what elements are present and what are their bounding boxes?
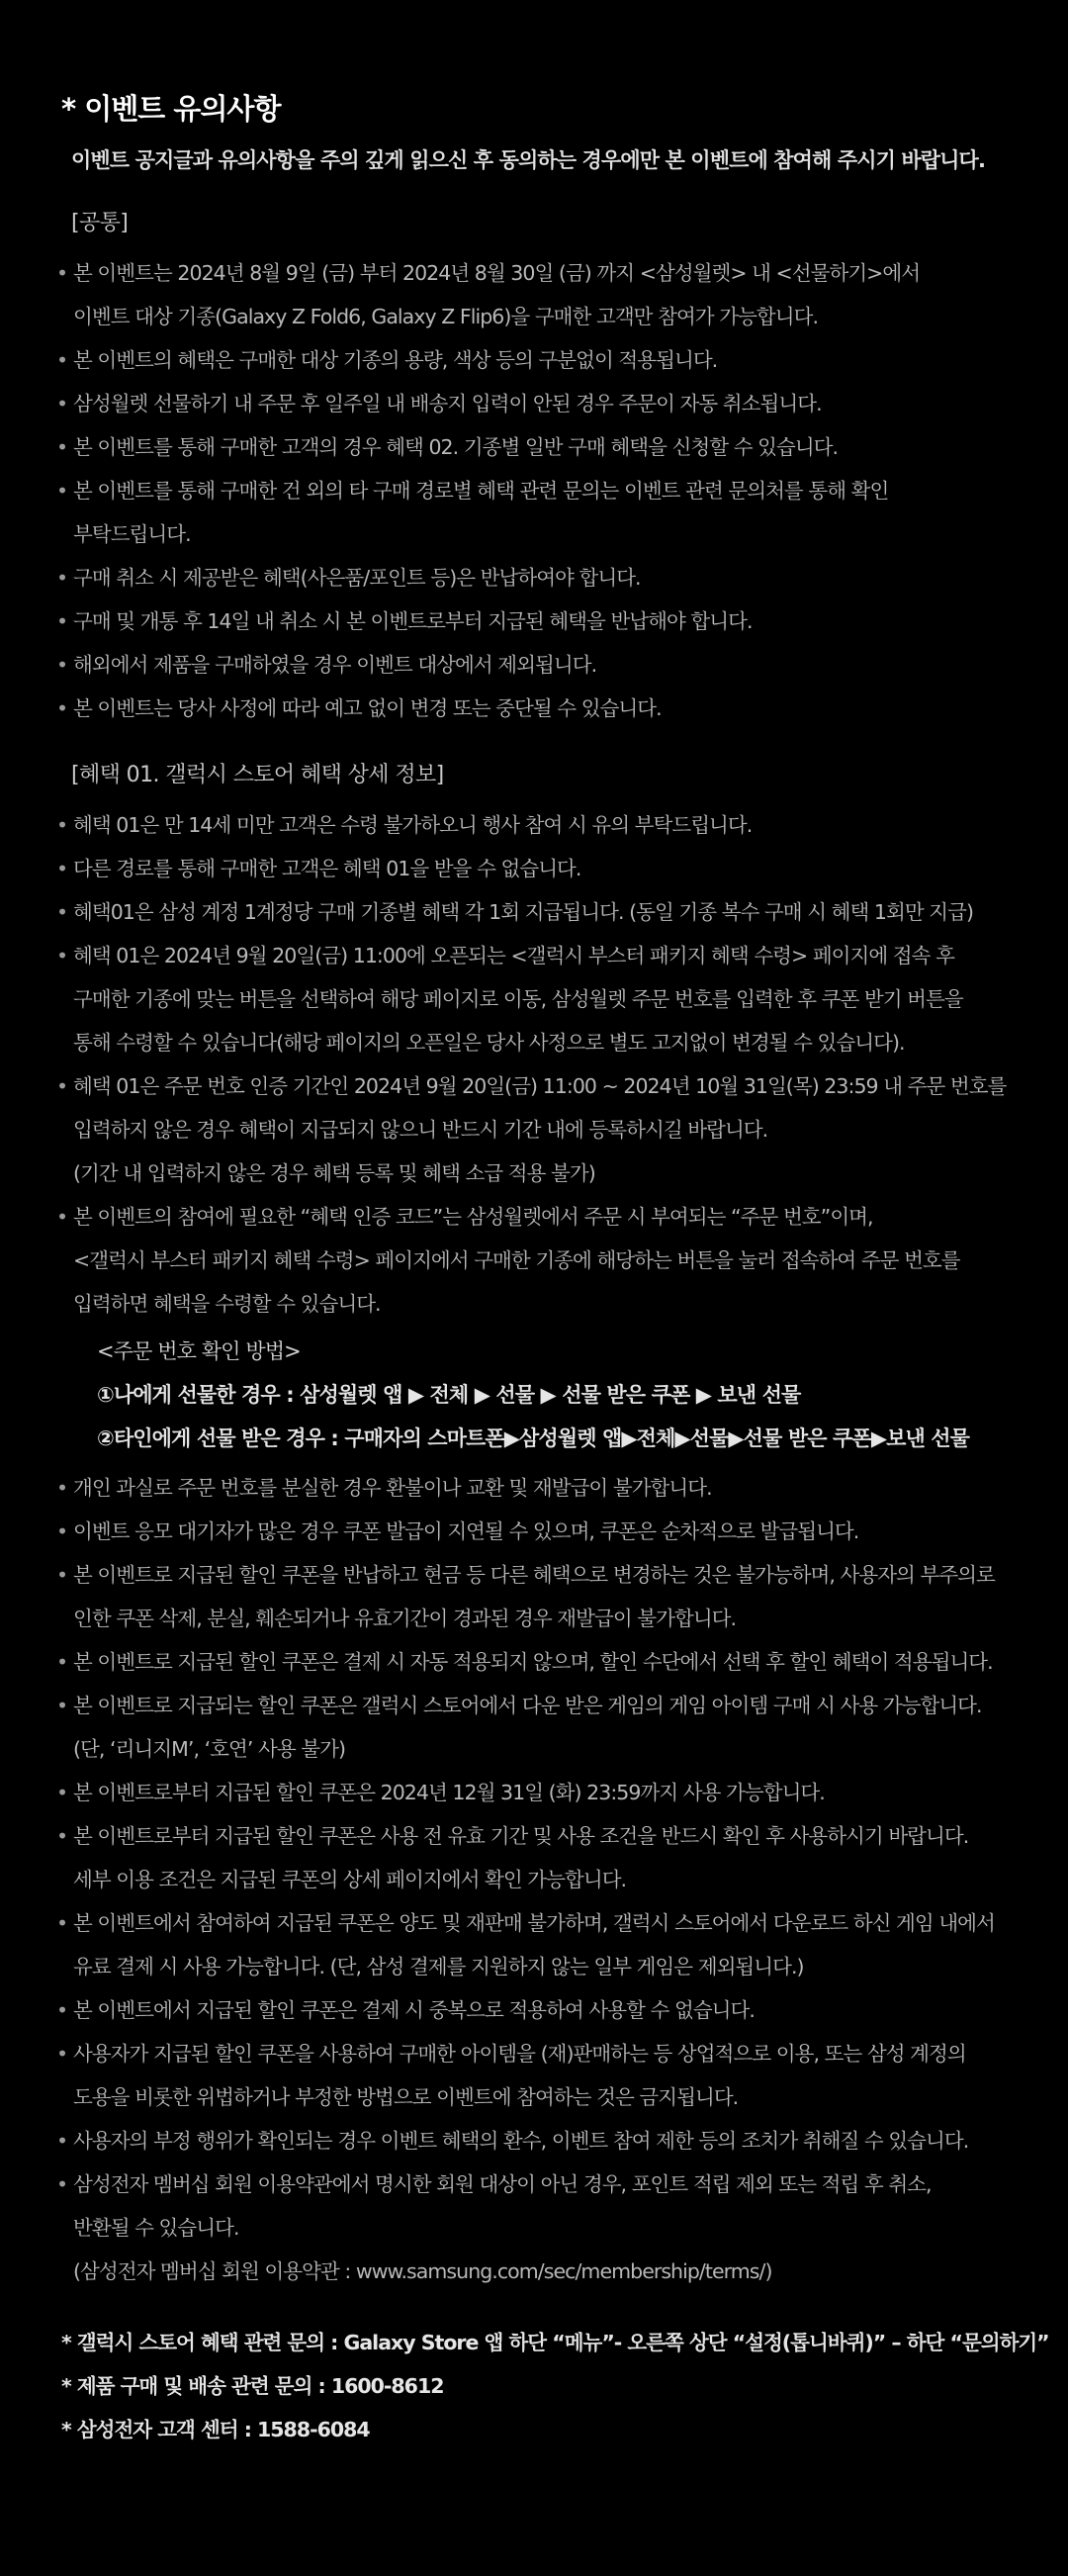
list-item-line: • 사용자의 부정 행위가 확인되는 경우 이벤트 혜택의 환수, 이벤트 참여 제한 등의 조치가 취해질 수 있습니다. xyxy=(73,2129,969,2153)
common-notice-list xyxy=(61,251,1019,730)
contact-purchase-delivery: * 제품 구매 및 배송 관련 문의 : 1600-8612 xyxy=(61,2374,444,2398)
list-item xyxy=(61,1901,1019,1988)
list-item-line: 반환될 수 있습니다. xyxy=(73,2216,239,2240)
list-item-line: • 본 이벤트로 지급된 할인 쿠폰은 결제 시 자동 적용되지 않으며, 할인 수단에서 선택 후 할인 혜택이 적용됩니다. xyxy=(73,1650,993,1674)
list-item-line: 이벤트 대상 기종(Galaxy Z Fold6, Galaxy Z Flip6)을 구매한 고객만 참여가 가능합니다. xyxy=(73,305,819,328)
list-item-line: • 본 이벤트로부터 지급된 할인 쿠폰은 사용 전 유효 기간 및 사용 조건을 반드시 확인 후 사용하시기 바랍니다. xyxy=(73,1824,969,1848)
list-item xyxy=(61,556,1019,599)
list-item xyxy=(61,1510,1019,1553)
contact-customer-center: * 삼성전자 고객 센터 : 1588-6084 xyxy=(61,2418,370,2441)
order-number-method xyxy=(61,1326,1019,1466)
list-item-line: • 이벤트 응모 대기자가 많은 경우 쿠폰 발급이 지연될 수 있으며, 쿠폰은 순차적으로 발급됩니다. xyxy=(73,1519,859,1543)
list-item-line: 세부 이용 조건은 지급된 쿠폰의 상세 페이지에서 확인 가능합니다. xyxy=(73,1868,627,1891)
list-item-line: • 혜택 01은 만 14세 미만 고객은 수령 불가하오니 행사 참여 시 유의 부탁드립니다. xyxy=(73,813,753,837)
list-item-line: • 해외에서 제품을 구매하였을 경우 이벤트 대상에서 제외됩니다. xyxy=(73,653,597,677)
list-item-line: • 다른 경로를 통해 구매한 고객은 혜택 01을 받을 수 없습니다. xyxy=(73,857,581,880)
order-number-method-received: ②타인에게 선물 받은 경우 : 구매자의 스마트폰▶삼성월렛 앱▶전체▶선물▶선물 받은 쿠폰▶보낸 선물 xyxy=(97,1426,970,1450)
list-item-line: 통해 수령할 수 있습니다(해당 페이지의 오픈일은 당사 사정으로 별도 고지없이 변경될 수 있습니다). xyxy=(73,1031,905,1055)
list-item-line: • 본 이벤트에서 지급된 할인 쿠폰은 결제 시 중복으로 적용하여 사용할 수 없습니다. xyxy=(73,1998,755,2022)
list-item-line: <갤럭시 부스터 패키지 혜택 수령> 페이지에서 구매한 기종에 해당하는 버튼을 눌러 접속하여 주문 번호를 xyxy=(73,1248,960,1272)
list-item xyxy=(61,382,1019,425)
list-item xyxy=(61,251,1019,338)
list-item xyxy=(61,2032,1019,2119)
list-item xyxy=(61,803,1019,847)
order-number-method-heading: <주문 번호 확인 방법> xyxy=(97,1339,301,1363)
list-item-line: • 혜택01은 삼성 계정 1계정당 구매 기종별 혜택 각 1회 지급됩니다. (동일 기종 복수 구매 시 혜택 1회만 지급) xyxy=(73,900,974,924)
list-item xyxy=(61,2162,1019,2293)
list-item-line: • 본 이벤트는 당사 사정에 따라 예고 없이 변경 또는 중단될 수 있습니다. xyxy=(73,696,662,720)
list-item xyxy=(61,1553,1019,1640)
list-item-line: • 구매 취소 시 제공받은 혜택(사은품/포인트 등)은 반납하여야 합니다. xyxy=(73,566,641,590)
common-section-heading: [공통] xyxy=(71,211,129,235)
list-item-line: 구매한 기종에 맞는 버튼을 선택하여 해당 페이지로 이동, 삼성월렛 주문 번호를 입력한 후 쿠폰 받기 버튼을 xyxy=(73,987,963,1011)
list-item xyxy=(61,425,1019,469)
list-item-line: • 사용자가 지급된 할인 쿠폰을 사용하여 구매한 아이템을 (재)판매하는 등 상업적으로 이용, 또는 삼성 계정의 xyxy=(73,2042,966,2066)
list-item-line: 부탁드립니다. xyxy=(73,522,191,546)
contact-galaxy-store: * 갤럭시 스토어 혜택 관련 문의 : Galaxy Store 앱 하단 “메뉴”- 오른쪽 상단 “설정(톱니바퀴)” – 하단 “문의하기” xyxy=(61,2331,1049,2354)
list-item-line: 입력하지 않은 경우 혜택이 지급되지 않으니 반드시 기간 내에 등록하시길 바랍니다. xyxy=(73,1118,768,1142)
list-item-line: • 삼성월렛 선물하기 내 주문 후 일주일 내 배송지 입력이 안된 경우 주문이 자동 취소됩니다. xyxy=(73,392,822,415)
list-item xyxy=(61,643,1019,687)
list-item-line: • 구매 및 개통 후 14일 내 취소 시 본 이벤트로부터 지급된 혜택을 반납해야 합니다. xyxy=(73,609,753,633)
list-item-line: (단, ‘리니지M’, ‘호연’ 사용 불가) xyxy=(73,1737,346,1761)
list-item xyxy=(61,1640,1019,1684)
list-item-line: • 본 이벤트는 2024년 8월 9일 (금) 부터 2024년 8월 30일 (금) 까지 <삼성월렛> 내 <선물하기>에서 xyxy=(73,261,921,285)
list-item-line: • 본 이벤트의 참여에 필요한 “혜택 인증 코드”는 삼성월렛에서 주문 시 부여되는 “주문 번호”이며, xyxy=(73,1205,873,1229)
list-item-line: • 본 이벤트로 지급되는 할인 쿠폰은 갤럭시 스토어에서 다운 받은 게임의 게임 아이템 구매 시 사용 가능합니다. xyxy=(73,1694,982,1717)
list-item-line: • 혜택 01은 2024년 9월 20일(금) 11:00에 오픈되는 <갤럭시 부스터 패키지 혜택 수령> 페이지에 접속 후 xyxy=(73,944,954,967)
list-item xyxy=(61,890,1019,934)
list-item-line: • 본 이벤트로 지급된 할인 쿠폰을 반납하고 현금 등 다른 혜택으로 변경하는 것은 불가능하며, 사용자의 부주의로 xyxy=(73,1563,995,1587)
list-item xyxy=(61,687,1019,730)
list-item xyxy=(61,1195,1019,1326)
list-item-line: 입력하면 혜택을 수령할 수 있습니다. xyxy=(73,1292,381,1316)
notice-intro: 이벤트 공지글과 유의사항을 주의 깊게 읽으신 후 동의하는 경우에만 본 이벤트에 참여해 주시기 바랍니다. xyxy=(71,148,986,172)
order-number-method-self: ①나에게 선물한 경우 : 삼성월렛 앱 ▶ 전체 ▶ 선물 ▶ 선물 받은 쿠폰 ▶ 보낸 선물 xyxy=(97,1383,801,1407)
list-item xyxy=(61,2119,1019,2162)
notice-title: * 이벤트 유의사항 xyxy=(61,92,281,126)
benefit01-notice-list-b xyxy=(61,1466,1019,2293)
list-item-line: 유료 결제 시 사용 가능합니다. (단, 삼성 결제를 지원하지 않는 일부 게임은 제외됩니다.) xyxy=(73,1955,804,1978)
list-item xyxy=(61,338,1019,382)
list-item xyxy=(61,1814,1019,1901)
benefit01-notice-list-a xyxy=(61,803,1019,1326)
list-item-line: • 삼성전자 멤버십 회원 이용약관에서 명시한 회원 대상이 아닌 경우, 포인트 적립 제외 또는 적립 후 취소, xyxy=(73,2172,932,2196)
list-item xyxy=(61,934,1019,1064)
list-item-line: • 본 이벤트로부터 지급된 할인 쿠폰은 2024년 12월 31일 (화) 23:59까지 사용 가능합니다. xyxy=(73,1781,825,1804)
list-item-line: (기간 내 입력하지 않은 경우 혜택 등록 및 혜택 소급 적용 불가) xyxy=(73,1161,595,1185)
list-item xyxy=(61,1064,1019,1195)
list-item xyxy=(61,1466,1019,1510)
list-item xyxy=(61,847,1019,890)
list-item xyxy=(61,1684,1019,1771)
benefit01-section-heading: [혜택 01. 갤럭시 스토어 혜택 상세 정보] xyxy=(71,763,444,787)
list-item-line: (삼성전자 멤버십 회원 이용약관 : www.samsung.com/sec/membership/terms/) xyxy=(73,2259,772,2283)
contact-info xyxy=(61,2321,1049,2451)
list-item-line: • 혜택 01은 주문 번호 인증 기간인 2024년 9월 20일(금) 11:00 ~ 2024년 10월 31일(목) 23:59 내 주문 번호를 xyxy=(73,1074,1007,1098)
list-item-line: • 본 이벤트의 혜택은 구매한 대상 기종의 용량, 색상 등의 구분없이 적용됩니다. xyxy=(73,348,718,372)
list-item xyxy=(61,1771,1019,1814)
list-item xyxy=(61,1988,1019,2032)
list-item xyxy=(61,599,1019,643)
list-item-line: 도용을 비롯한 위법하거나 부정한 방법으로 이벤트에 참여하는 것은 금지됩니다. xyxy=(73,2085,739,2109)
list-item-line: • 본 이벤트를 통해 구매한 건 외의 타 구매 경로별 혜택 관련 문의는 이벤트 관련 문의처를 통해 확인 xyxy=(73,479,889,503)
list-item-line: • 본 이벤트를 통해 구매한 고객의 경우 혜택 02. 기종별 일반 구매 혜택을 신청할 수 있습니다. xyxy=(73,435,839,459)
list-item-line: • 본 이벤트에서 참여하여 지급된 쿠폰은 양도 및 재판매 불가하며, 갤럭시 스토어에서 다운로드 하신 게임 내에서 xyxy=(73,1911,995,1935)
list-item xyxy=(61,469,1019,556)
list-item-line: • 개인 과실로 주문 번호를 분실한 경우 환불이나 교환 및 재발급이 불가합니다. xyxy=(73,1476,712,1500)
list-item-line: 인한 쿠폰 삭제, 분실, 훼손되거나 유효기간이 경과된 경우 재발급이 불가합니다. xyxy=(73,1607,737,1630)
